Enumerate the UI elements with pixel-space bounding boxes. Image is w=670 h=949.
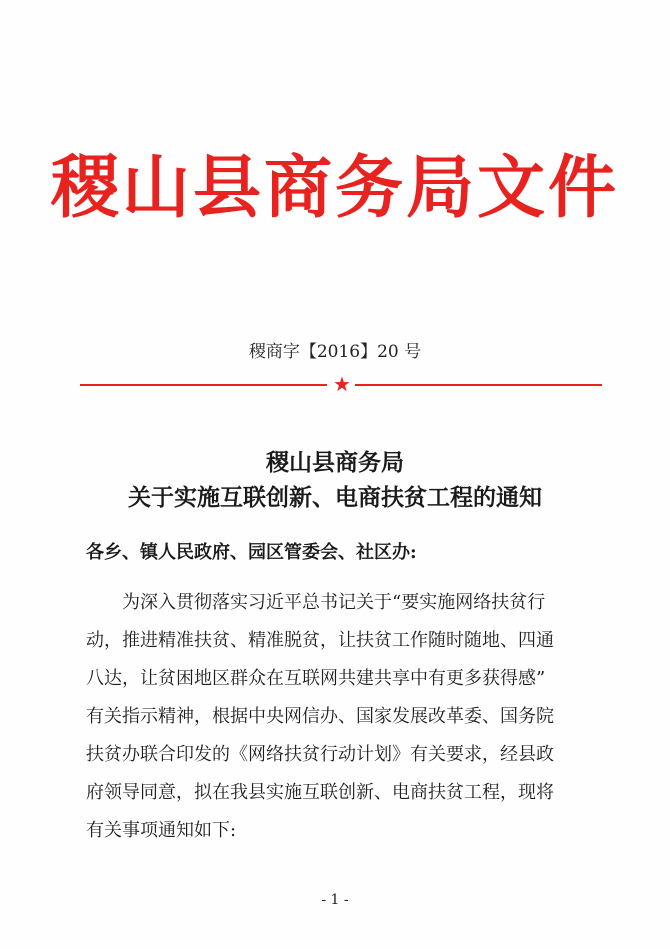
red-star-icon: ★: [333, 372, 351, 396]
body-line-7: 有关事项通知如下:: [86, 820, 237, 841]
body-line-5: 扶贫办联合印发的《网络扶贫行动计划》有关要求，经县政: [86, 744, 554, 765]
notice-title-line-2: 关于实施互联创新、电商扶贫工程的通知: [128, 484, 542, 511]
document-header-title: 稷山县商务局文件: [50, 148, 619, 228]
body-line-2: 动，推进精准扶贫、精准脱贫，让扶贫工作随时随地、四通: [86, 630, 554, 651]
document-number: 稷商字【2016】20 号: [248, 342, 422, 362]
salutation: 各乡、镇人民政府、园区管委会、社区办:: [86, 542, 417, 563]
body-line-4: 有关指示精神，根据中央网信办、国家发展改革委、国务院: [86, 706, 554, 727]
red-rule-left-line: [80, 384, 327, 386]
red-separator-rule: [80, 372, 602, 396]
red-rule-right-line: [355, 384, 602, 386]
body-line-1: 为深入贯彻落实习近平总书记关于“要实施网络扶贫行: [122, 592, 546, 613]
body-line-3: 八达，让贫困地区群众在互联网共建共享中有更多获得感”: [86, 668, 546, 689]
page-number: - 1 -: [321, 892, 349, 908]
notice-title-line-1: 稷山县商务局: [266, 449, 404, 476]
body-line-6: 府领导同意，拟在我县实施互联创新、电商扶贫工程，现将: [86, 782, 554, 803]
